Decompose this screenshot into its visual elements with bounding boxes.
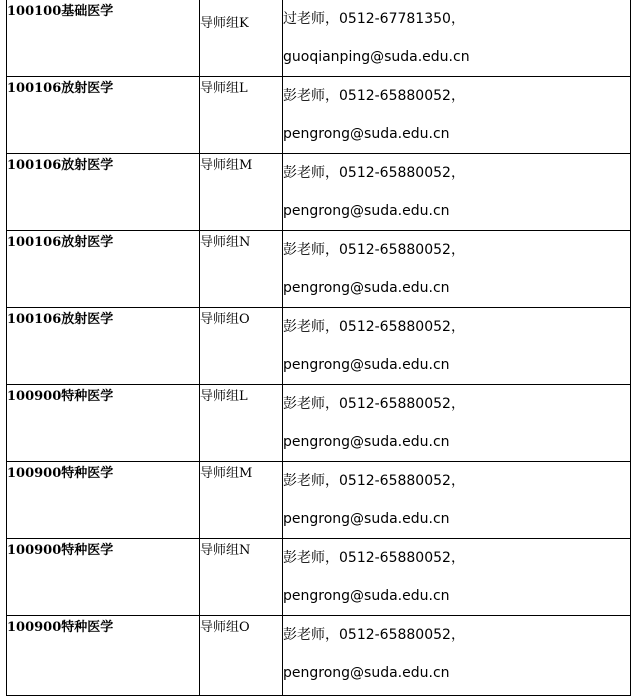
advisor-group-cell: 导师组N [200, 539, 283, 616]
major-cell: 100106放射医学 [7, 154, 200, 231]
contact-email: pengrong@suda.edu.cn [283, 434, 450, 450]
table-row [7, 77, 631, 154]
contact-cell [283, 616, 631, 696]
contact-cell [283, 308, 631, 385]
table-row [7, 539, 631, 616]
table-row [7, 154, 631, 231]
advisor-group-cell: 导师组L [200, 385, 283, 462]
table-row [7, 616, 631, 696]
contact-phone: 彭老师，0512-65880052， [283, 165, 465, 181]
advisor-group-cell: 导师组L [200, 77, 283, 154]
contact-phone: 过老师，0512-67781350， [283, 11, 465, 27]
major-cell: 100100基础医学 [7, 0, 200, 77]
contact-email: pengrong@suda.edu.cn [283, 203, 450, 219]
advisor-group-cell: 导师组O [200, 616, 283, 696]
contact-email: pengrong@suda.edu.cn [283, 588, 450, 604]
advisor-group-cell: 导师组K [200, 0, 283, 77]
major-cell: 100900特种医学 [7, 462, 200, 539]
contact-email: pengrong@suda.edu.cn [283, 126, 450, 142]
contact-cell [283, 385, 631, 462]
table-row [7, 308, 631, 385]
contact-cell [283, 0, 631, 77]
contact-phone: 彭老师，0512-65880052， [283, 319, 465, 335]
table-row [7, 231, 631, 308]
contact-email: guoqianping@suda.edu.cn [283, 49, 470, 65]
contact-email: pengrong@suda.edu.cn [283, 280, 450, 296]
major-cell: 100900特种医学 [7, 385, 200, 462]
advisor-group-cell: 导师组M [200, 154, 283, 231]
major-cell: 100900特种医学 [7, 616, 200, 696]
contact-cell [283, 231, 631, 308]
advisor-group-cell: 导师组O [200, 308, 283, 385]
contact-cell [283, 77, 631, 154]
contact-cell [283, 154, 631, 231]
contact-cell [283, 539, 631, 616]
table-row [7, 385, 631, 462]
contact-email: pengrong@suda.edu.cn [283, 357, 450, 373]
contact-cell [283, 462, 631, 539]
major-cell: 100900特种医学 [7, 539, 200, 616]
major-cell: 100106放射医学 [7, 77, 200, 154]
contact-phone: 彭老师，0512-65880052， [283, 627, 465, 643]
table-row [7, 462, 631, 539]
advisor-group-cell: 导师组N [200, 231, 283, 308]
contact-email: pengrong@suda.edu.cn [283, 511, 450, 527]
contact-email: pengrong@suda.edu.cn [283, 665, 450, 681]
advisor-group-cell: 导师组M [200, 462, 283, 539]
advisor-contact-table [6, 0, 631, 696]
contact-phone: 彭老师，0512-65880052， [283, 88, 465, 104]
contact-phone: 彭老师，0512-65880052， [283, 473, 465, 489]
table-row [7, 0, 631, 77]
major-cell: 100106放射医学 [7, 308, 200, 385]
contact-phone: 彭老师，0512-65880052， [283, 550, 465, 566]
contact-phone: 彭老师，0512-65880052， [283, 242, 465, 258]
major-cell: 100106放射医学 [7, 231, 200, 308]
contact-phone: 彭老师，0512-65880052， [283, 396, 465, 412]
